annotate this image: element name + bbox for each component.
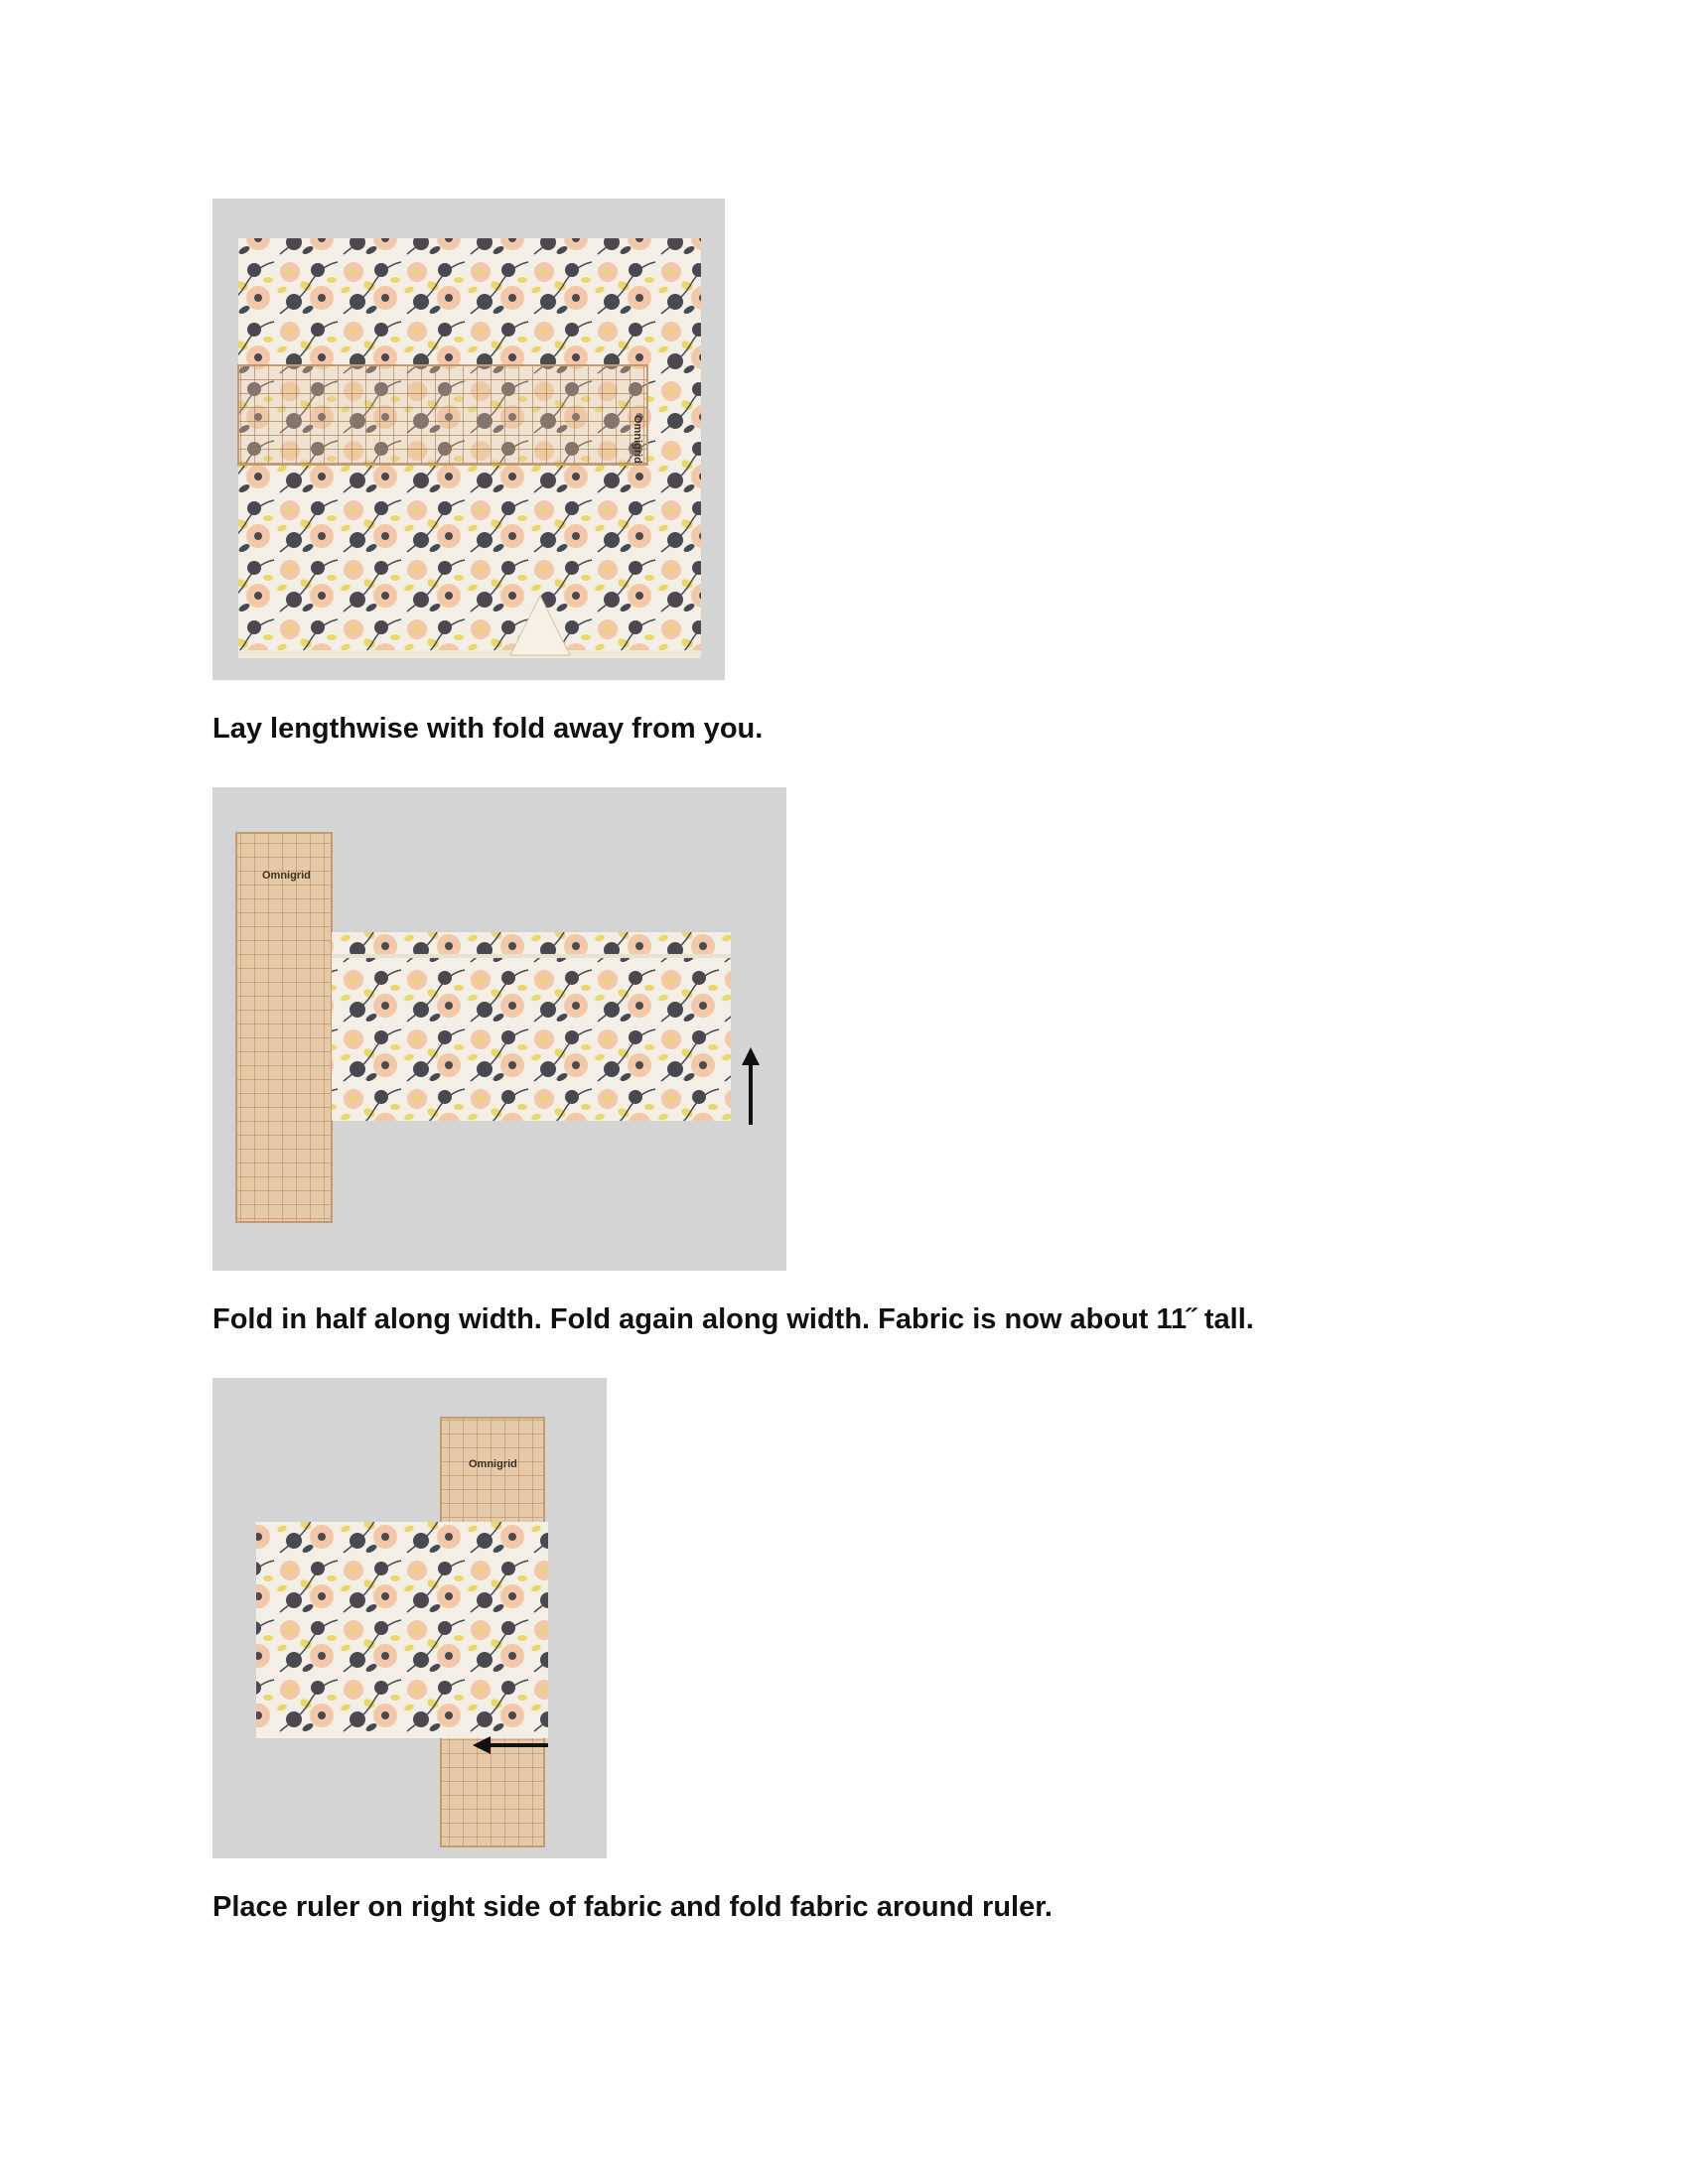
step-1-photo [212, 199, 725, 680]
step-2-photo [212, 787, 786, 1271]
quilting-ruler [238, 365, 647, 465]
step-2-illustration [212, 787, 786, 1271]
ruler-brand-label: Omnigrid [632, 415, 643, 464]
ruler-brand-label: Omnigrid [469, 1458, 517, 1470]
quilting-ruler [236, 833, 332, 1222]
step-1-illustration [212, 199, 725, 680]
step-3-photo [212, 1378, 607, 1858]
step-2-caption: Fold in half along width. Fold again along width. Fabric is now about 11˝ tall. [212, 1303, 1254, 1335]
step-3-caption: Place ruler on right side of fabric and fold fabric around ruler. [212, 1891, 1053, 1923]
step-3-illustration [212, 1378, 607, 1858]
ruler-brand-label: Omnigrid [262, 870, 311, 882]
folded-fabric [332, 932, 731, 1121]
step-1-caption: Lay lengthwise with fold away from you. [212, 713, 764, 745]
